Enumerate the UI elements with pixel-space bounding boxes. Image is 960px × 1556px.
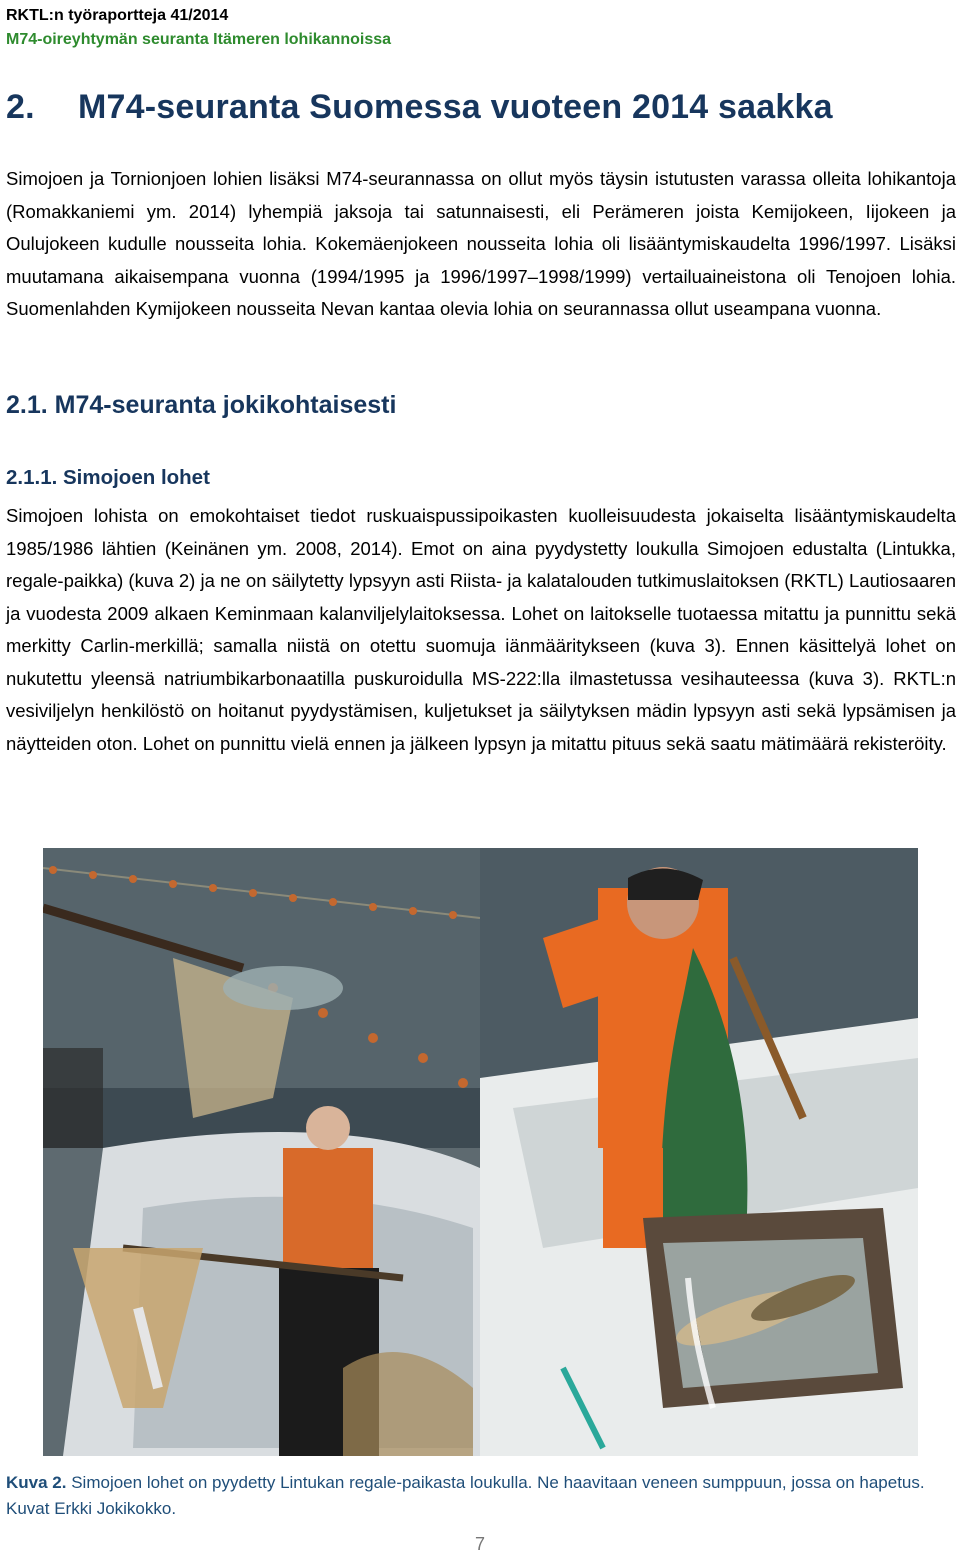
report-series-line: RKTL:n työraportteja 41/2014 [6, 7, 229, 24]
section-heading [6, 88, 833, 127]
subsubsection-heading: 2.1.1. Simojoen lohet [6, 466, 210, 489]
photo-net-floats [43, 848, 480, 1456]
figure-caption-text: Simojoen lohet on pyydetty Lintukan regale-paikasta loukulla. Ne haavitaan veneen sumppuun, jossa on hapetus. Kuvat Erkki Jokikokko. [6, 1473, 925, 1518]
photo-boat-sump [480, 848, 918, 1456]
running-header [6, 4, 391, 52]
section-number: 2. [6, 88, 35, 126]
figure-photo-collage [43, 848, 918, 1456]
figure-caption-label: Kuva 2. [6, 1473, 67, 1492]
page-number: 7 [474, 1534, 485, 1554]
section-title: M74-seuranta Suomessa vuoteen 2014 saakka [78, 88, 833, 126]
report-subtitle-line: M74-oireyhtymän seuranta Itämeren lohikannoissa [6, 31, 392, 48]
subsection-heading: 2.1. M74-seuranta jokikohtaisesti [6, 391, 397, 419]
section-paragraph: Simojoen ja Tornionjoen lohien lisäksi M74-seurannassa on ollut myös täysin istutusten varassa olleita lohikantoja (Romakkaniemi ym. 2014) lyhempiä jaksoja tai satunnaisesti, eli Perämeren joista Kemijokeen, Iijokeen ja Oulujokeen kudulle nousseita lohia. Kokemäenjokeen nousseita lohia oli lisääntymiskaudelta 1996/1997. Lisäksi muutamana aikaisempana vuonna (1994/1995 ja 1996/1997–1998/1999) vertailuaineistona oli Tenojoen lohia. Suomenlahden Kymijokeen nousseita Nevan kantaa olevia lohia on seurannassa ollut useampana vuonna. [6, 168, 956, 319]
figure-caption [6, 1470, 956, 1522]
subsubsection-paragraph: Simojoen lohista on emokohtaiset tiedot ruskuaispussipoikasten kuolleisuudesta jokaiselta lisääntymiskaudelta 1985/1986 lähtien (Keinänen ym. 2008, 2014). Emot on aina pyydystetty loukulla Simojoen edustalta (Lintukka, regale-paikka) (kuva 2) ja ne on säilytetty lypsyyn asti Riista- ja kalatalouden tutkimuslaitoksen (RKTL) Lautiosaaren ja vuodesta 2009 alkaen Keminmaan kalanviljelylaitoksessa. Lohet on laitokselle tuotaessa mitattu ja punnittu sekä merkitty Carlin-merkillä; samalla niistä on otettu suomuja iänmääritykseen (kuva 3). Ennen käsittelyä lohet on nukutettu yleensä natriumbikarbonaatilla puskuroidulla MS-222:lla ilmastetussa vesihauteessa (kuva 3). RKTL:n vesiviljelyn henkilöstö on hoitanut pyydystämisen, kuljetukset ja säilytyksen mädin lypsyyn asti sekä lypsämisen ja näytteiden oton. Lohet on punnittu vielä ennen ja jälkeen lypsyn ja mitattu pituus sekä saatu mätimäärä rekisteröity. [6, 505, 956, 754]
